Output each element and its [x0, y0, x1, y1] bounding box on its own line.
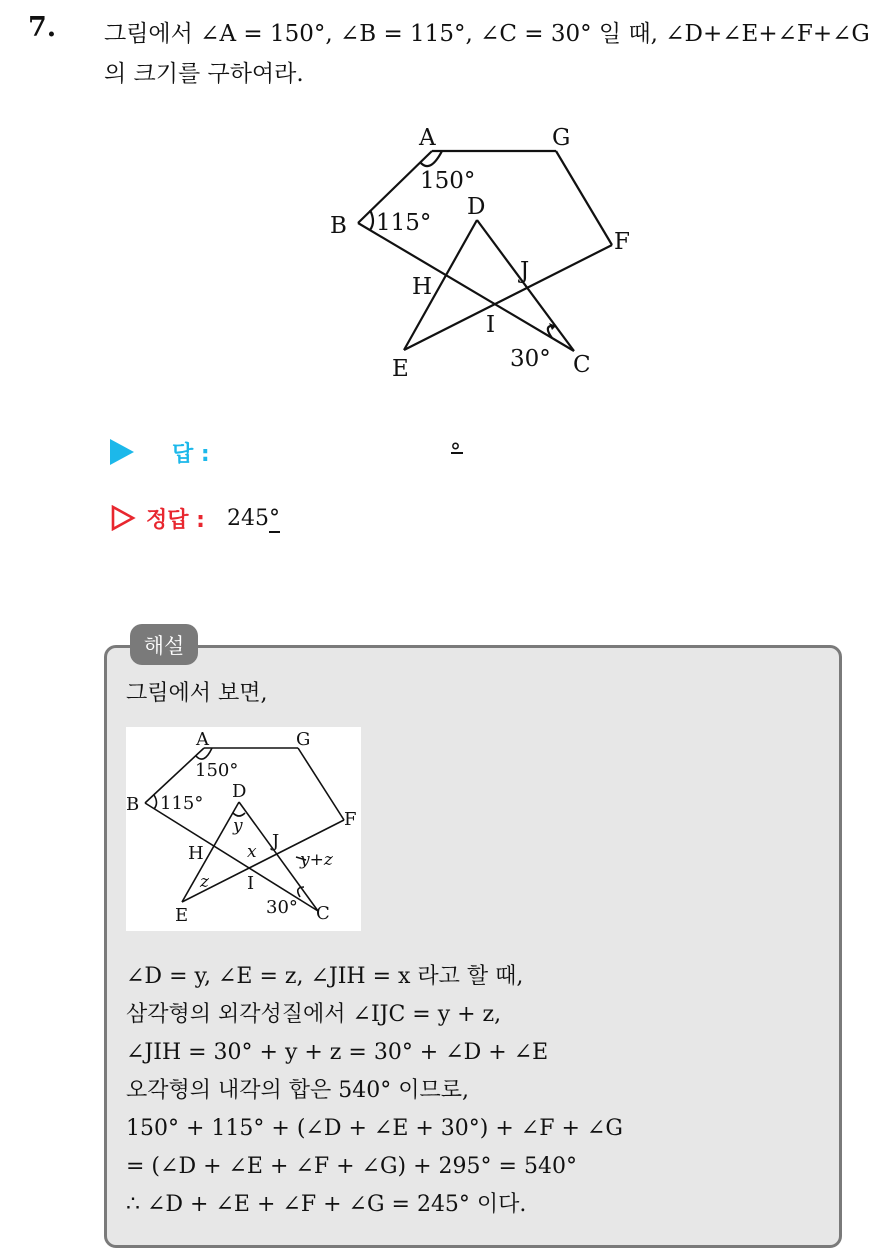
solution-line: 오각형의 내각의 합은 540° 이므로, [126, 1078, 469, 1103]
label-F: F [614, 229, 630, 255]
solution-line: ∠D = y, ∠E = z, ∠JIH = x 라고 할 때, [126, 964, 524, 989]
question-number: 7. [28, 12, 57, 43]
exp-label-A: A [196, 729, 209, 750]
correct-answer-value [227, 506, 280, 531]
solution-lines [126, 958, 826, 1224]
solution-line: ∠JIH = 30° + y + z = 30° + ∠D + ∠E [126, 1040, 549, 1065]
outline-triangle-icon [110, 505, 136, 531]
solution-line: = (∠D + ∠E + ∠F + ∠G) + 295° = 540° [126, 1154, 577, 1179]
label-E: E [392, 356, 409, 382]
exp-label-D: D [232, 781, 247, 802]
exp-label-E: E [175, 905, 189, 926]
exp-label-H: H [188, 843, 204, 864]
explanation-tab: 해설 [130, 624, 198, 665]
angle-label-B: 115° [376, 210, 432, 236]
exp-var-y-plus-z: y+z [300, 850, 333, 870]
explanation-figure [126, 727, 361, 931]
label-H: H [412, 274, 433, 300]
angle-arc-B [370, 210, 373, 230]
exp-var-x: x [247, 842, 257, 862]
answer-blank-underline[interactable] [451, 452, 463, 454]
solution-line: 150° + 115° + (∠D + ∠E + 30°) + ∠F + ∠G [126, 1116, 623, 1141]
correct-answer-unit: ° [268, 505, 280, 531]
correct-answer-number: 245 [226, 505, 269, 531]
solution-line: 삼각형의 외각성질에서 ∠IJC = y + z, [126, 1002, 502, 1027]
problem-figure [320, 118, 650, 390]
label-B: B [330, 213, 347, 239]
explanation-intro: 그림에서 보면, [126, 681, 268, 706]
segment-GF [556, 151, 612, 245]
segment-BC [358, 223, 574, 351]
exp-label-I: I [247, 873, 255, 894]
exp-label-J: J [272, 831, 280, 852]
angle-label-C: 30° [510, 346, 551, 372]
exp-angle-B: 115° [160, 793, 204, 814]
solution-line: ∴ ∠D + ∠E + ∠F + ∠G = 245° 이다. [126, 1192, 527, 1217]
question-text [104, 14, 874, 94]
answer-label: 답 : [172, 441, 210, 467]
exp-angle-C: 30° [266, 897, 298, 918]
answer-row [110, 432, 461, 472]
answer-unit: ° [450, 440, 461, 465]
exp-label-C: C [316, 903, 330, 924]
question-line-2: 의 크기를 구하여라. [104, 61, 304, 87]
angle-label-A: 150° [420, 168, 476, 194]
exp-var-z: z [200, 872, 209, 892]
exp-angle-A: 150° [195, 760, 239, 781]
label-J: J [520, 258, 530, 284]
exp-var-y: y [233, 816, 243, 836]
correct-answer-row [110, 498, 280, 538]
label-C: C [573, 352, 591, 378]
exp-label-F: F [344, 809, 357, 830]
label-I: I [486, 312, 496, 338]
label-D: D [467, 194, 486, 220]
label-G: G [552, 125, 571, 151]
label-A: A [419, 125, 436, 151]
correct-answer-label: 정답 : [146, 507, 205, 533]
play-triangle-icon [110, 439, 134, 465]
exp-label-B: B [126, 794, 140, 815]
question-line-1: 그림에서 ∠A = 150°, ∠B = 115°, ∠C = 30° 일 때, ∠D+∠E+∠F+∠G [104, 21, 870, 47]
exp-label-G: G [296, 729, 311, 750]
